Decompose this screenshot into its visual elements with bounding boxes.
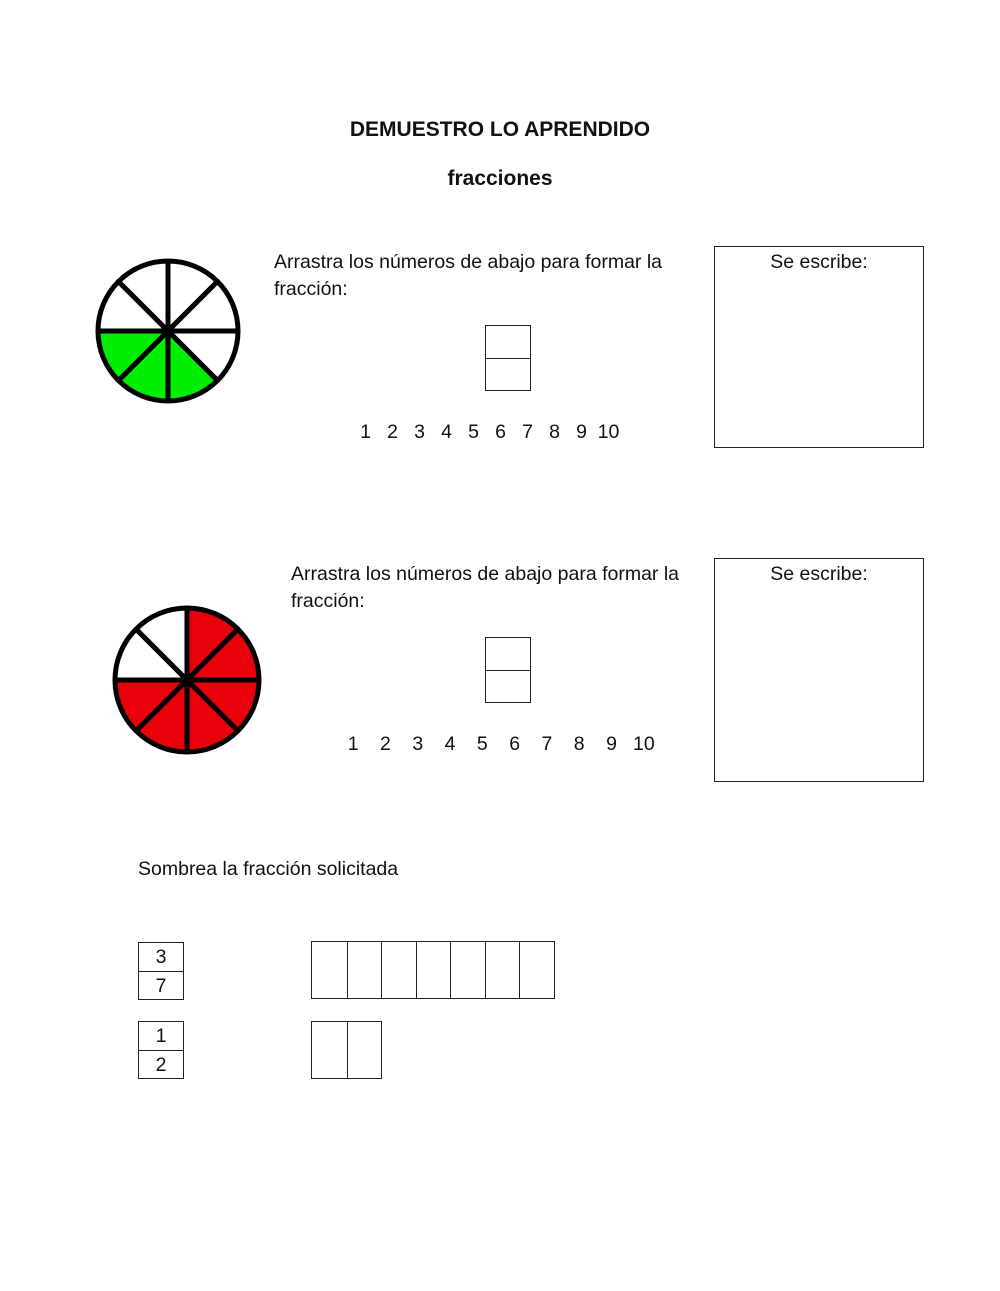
fraction-drop-slot-2[interactable] [485, 637, 531, 703]
given-fraction-1 [138, 942, 184, 1000]
shade-cell[interactable] [312, 942, 347, 998]
draggable-number-1[interactable]: 1 [347, 733, 359, 755]
answer-label: Se escribe: [770, 563, 868, 585]
page-subtitle: fracciones [447, 167, 553, 190]
draggable-number-3[interactable]: 3 [414, 421, 425, 443]
given-fraction-2 [138, 1021, 184, 1079]
draggable-number-8[interactable]: 8 [573, 733, 585, 755]
shade-cell[interactable] [381, 942, 416, 998]
draggable-number-7[interactable]: 7 [541, 733, 553, 755]
shade-cell[interactable] [416, 942, 451, 998]
draggable-number-4[interactable]: 4 [441, 421, 452, 443]
answer-box-2[interactable] [714, 558, 924, 782]
exercise1-instruction: Arrastra los números de abajo para formar la fracción: [274, 251, 663, 300]
draggable-number-5[interactable]: 5 [476, 733, 488, 755]
draggable-number-10[interactable]: 10 [597, 421, 620, 443]
draggable-number-6[interactable]: 6 [509, 733, 521, 755]
shade-cell[interactable] [485, 942, 520, 998]
draggable-numbers-1 [352, 421, 622, 444]
numerator-drop-target[interactable] [486, 638, 530, 670]
answer-label: Se escribe: [770, 251, 868, 273]
draggable-number-10[interactable]: 10 [632, 733, 655, 755]
draggable-number-7[interactable]: 7 [522, 421, 533, 443]
shading-grid-1 [311, 941, 555, 999]
denominator: 2 [139, 1050, 183, 1078]
exercise2-instruction: Arrastra los números de abajo para formar la fracción: [291, 563, 680, 612]
draggable-number-1[interactable]: 1 [360, 421, 371, 443]
draggable-number-9[interactable]: 9 [606, 733, 617, 755]
draggable-number-3[interactable]: 3 [412, 733, 424, 755]
page-title: DEMUESTRO LO APRENDIDO [349, 118, 651, 141]
shade-cell[interactable] [450, 942, 485, 998]
shade-cell[interactable] [347, 1022, 382, 1078]
draggable-number-6[interactable]: 6 [495, 421, 506, 443]
draggable-numbers-2 [337, 733, 660, 756]
shade-cell[interactable] [312, 1022, 347, 1078]
draggable-number-8[interactable]: 8 [549, 421, 560, 443]
denominator-drop-target[interactable] [486, 358, 530, 390]
numerator: 1 [155, 1025, 167, 1047]
shade-cell[interactable] [519, 942, 554, 998]
numerator: 3 [155, 946, 167, 968]
shading-grid-2 [311, 1021, 382, 1079]
denominator-drop-target[interactable] [486, 670, 530, 702]
draggable-number-2[interactable]: 2 [387, 421, 398, 443]
pie-chart-red [107, 600, 267, 760]
draggable-number-4[interactable]: 4 [444, 733, 456, 755]
denominator: 7 [139, 971, 183, 999]
pie-chart-green [85, 250, 251, 412]
shading-instruction: Sombrea la fracción solicitada [138, 858, 399, 880]
draggable-number-9[interactable]: 9 [576, 421, 587, 443]
answer-box-1[interactable] [714, 246, 924, 448]
numerator-drop-target[interactable] [486, 326, 530, 358]
draggable-number-5[interactable]: 5 [468, 421, 479, 443]
shade-cell[interactable] [347, 942, 382, 998]
fraction-drop-slot-1[interactable] [485, 325, 531, 391]
draggable-number-2[interactable]: 2 [380, 733, 391, 755]
